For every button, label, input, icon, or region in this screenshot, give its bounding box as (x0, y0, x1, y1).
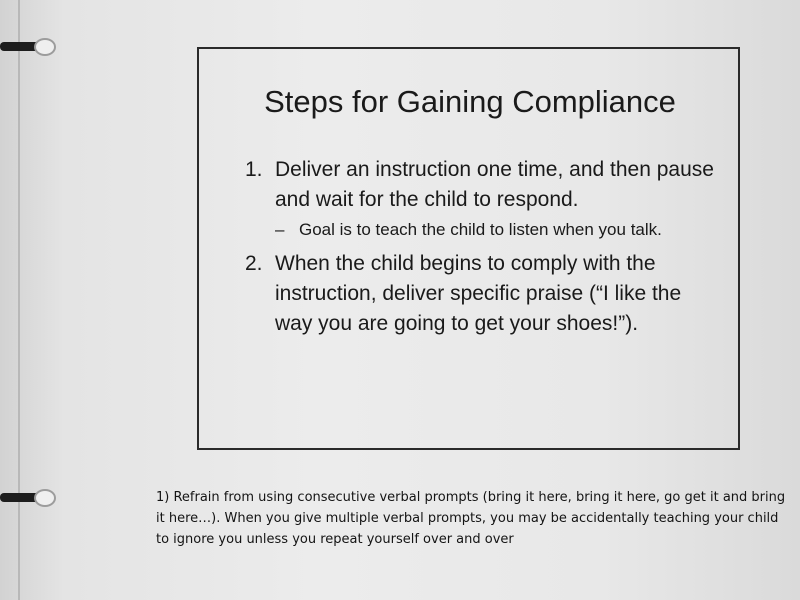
step-item-2 (245, 249, 715, 339)
sub-bullet-text: Goal is to teach the child to listen when you talk. (299, 220, 662, 239)
binder-ring-bottom (0, 485, 60, 505)
handout-note: 1) Refrain from using consecutive verbal prompts (bring it here, bring it here, go get it and bring it here…). When you give multiple verbal prompts, you may be accidentally teaching your child to ignore you unless you repeat yourself over and over (156, 490, 786, 547)
step-text-1: Deliver an instruction one time, and then pause and wait for the child to respond. (275, 158, 714, 211)
slide-title: Steps for Gaining Compliance (264, 84, 676, 119)
step-item-1 (245, 155, 715, 215)
step-number-2: 2. (245, 252, 263, 275)
steps-list (245, 155, 715, 339)
page-edge (18, 0, 20, 600)
step-number-1: 1. (245, 158, 263, 181)
binder-ring-top (0, 34, 60, 54)
step-text-2: When the child begins to comply with the instruction, deliver specific praise (“I like the way you are going to get your shoes!”). (275, 252, 682, 335)
dash-bullet: – (275, 220, 285, 239)
sub-bullet (275, 217, 715, 243)
